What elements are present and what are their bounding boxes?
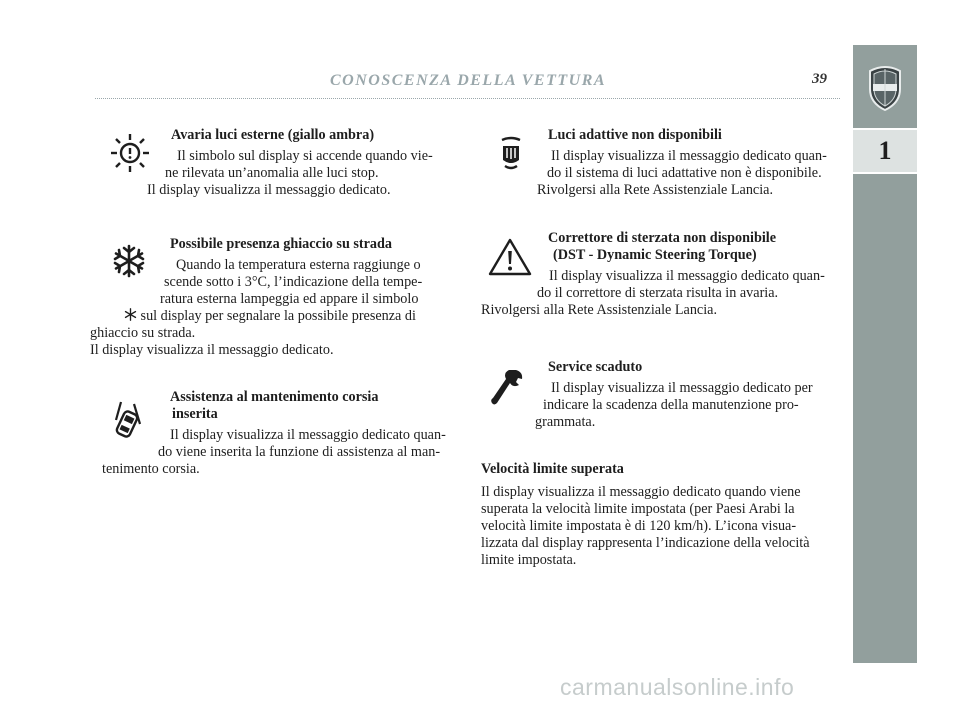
steering-line2: do il correttore di sterzata risulta in avaria. xyxy=(537,285,779,301)
speed-limit-line5: limite impostata. xyxy=(481,552,577,568)
steering-line3: Rivolgersi alla Rete Assistenziale Lancia. xyxy=(481,302,717,318)
ice-warning-section xyxy=(90,236,455,359)
lane-assist-title-line1: Assistenza al mantenimento corsia xyxy=(170,389,379,405)
ice-line4 xyxy=(90,308,455,325)
service-title: Service scaduto xyxy=(548,359,643,375)
exterior-lights-line3: Il display visualizza il messaggio dedicato. xyxy=(147,182,391,198)
service-line1: Il display visualizza il messaggio dedicato per xyxy=(551,380,813,396)
ice-line5: ghiaccio su strada. xyxy=(90,325,196,341)
service-section xyxy=(481,359,829,431)
speed-limit-line1: Il display visualizza il messaggio dedicato quando viene xyxy=(481,484,801,500)
adaptive-lights-section xyxy=(481,127,829,199)
service-line3: grammata. xyxy=(535,414,596,430)
inline-snowflake-icon xyxy=(124,308,137,321)
lane-assist-line2: do viene inserita la funzione di assistenza al man- xyxy=(158,444,441,460)
speed-limit-title: Velocità limite superata xyxy=(481,461,624,477)
ice-line1: Quando la temperatura esterna raggiunge o xyxy=(176,257,421,273)
ice-warning-title: Possibile presenza ghiaccio su strada xyxy=(170,236,393,252)
lancia-logo xyxy=(866,63,904,111)
exterior-lights-line2: ne rilevata un’anomalia alle luci stop. xyxy=(165,165,379,181)
speed-limit-section xyxy=(481,461,831,569)
lane-assist-line1: Il display visualizza il messaggio dedicato quan- xyxy=(170,427,446,443)
steering-section xyxy=(481,230,829,319)
steering-title-line1: Correttore di sterzata non disponibile xyxy=(548,230,777,246)
chapter-number-box[interactable] xyxy=(853,128,917,174)
ice-line2: scende sotto i 3°C, l’indicazione della tempe- xyxy=(164,274,423,290)
service-line2: indicare la scadenza della manutenzione pro- xyxy=(543,397,799,413)
adaptive-lights-line1: Il display visualizza il messaggio dedicato quan- xyxy=(551,148,827,164)
steering-title-line2: (DST - Dynamic Steering Torque) xyxy=(553,247,757,263)
watermark: carmanualsonline.info xyxy=(560,674,795,700)
lane-assist-title-line2: inserita xyxy=(172,406,218,422)
exterior-lights-line1: Il simbolo sul display si accende quando vie- xyxy=(177,148,433,164)
adaptive-lights-line2: do il sistema di luci adattative non è disponibile. xyxy=(547,165,822,181)
lane-assist-section xyxy=(90,389,455,478)
steering-line1: Il display visualizza il messaggio dedicato quan- xyxy=(549,268,825,284)
speed-limit-line2: superata la velocità limite impostata (per Paesi Arabi la xyxy=(481,501,795,517)
speed-limit-line3: velocità limite impostata è di 120 km/h). L’icona visua- xyxy=(481,518,797,534)
page-number: 39 xyxy=(812,71,827,87)
ice-line6: Il display visualizza il messaggio dedicato. xyxy=(90,342,334,358)
adaptive-lights-line3: Rivolgersi alla Rete Assistenziale Lancia. xyxy=(537,182,773,198)
exterior-lights-section xyxy=(105,127,455,199)
page-header-title: CONOSCENZA DELLA VETTURA xyxy=(330,72,607,89)
speed-limit-line4: lizzata dal display rappresenta l’indicazione della velocità xyxy=(481,535,810,551)
exterior-lights-title: Avaria luci esterne (giallo ambra) xyxy=(171,127,375,143)
header-rule xyxy=(95,98,840,99)
adaptive-lights-title: Luci adattive non disponibili xyxy=(548,127,722,143)
lane-assist-line3: tenimento corsia. xyxy=(102,461,200,477)
chapter-number: 1 xyxy=(878,136,892,165)
ice-line4-text: sul display per segnalare la possibile presenza di xyxy=(140,308,416,324)
ice-line3: ratura esterna lampeggia ed appare il simbolo xyxy=(160,291,419,307)
